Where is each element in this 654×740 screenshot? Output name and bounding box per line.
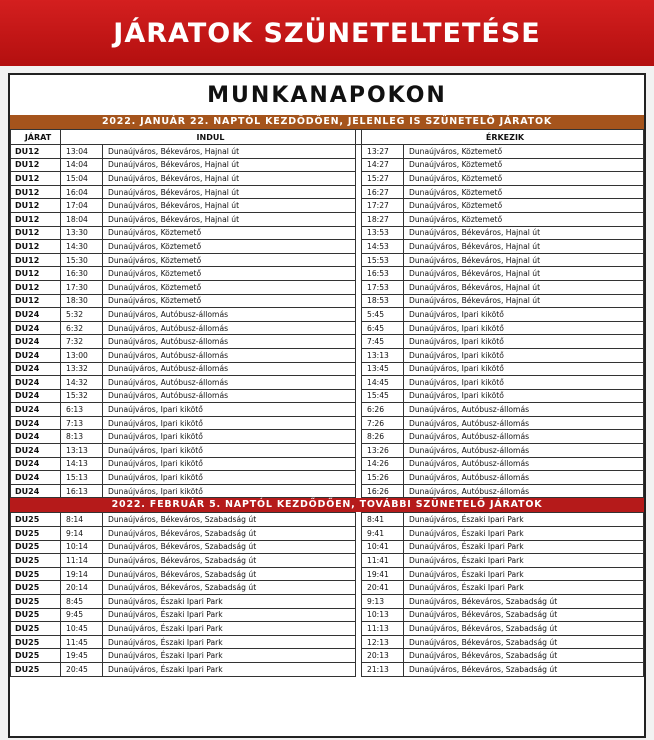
departure-stop-cell: Dunaújváros, Északi Ipari Park	[103, 622, 356, 636]
departure-time-cell: 17:30	[61, 280, 103, 294]
arrival-stop-cell: Dunaújváros, Északi Ipari Park	[404, 513, 644, 527]
departure-stop-cell: Dunaújváros, Autóbusz-állomás	[103, 308, 356, 322]
table-row	[11, 416, 644, 430]
route-cell: DU24	[11, 416, 61, 430]
arrival-stop-cell: Dunaújváros, Békeváros, Hajnal út	[404, 253, 644, 267]
arrival-stop-cell: Dunaújváros, Békeváros, Szabadság út	[404, 635, 644, 649]
table-row	[11, 513, 644, 527]
arrival-stop-cell: Dunaújváros, Békeváros, Hajnal út	[404, 240, 644, 254]
departure-time-cell: 13:04	[61, 145, 103, 159]
arrival-stop-cell: Dunaújváros, Ipari kikötő	[404, 389, 644, 403]
table-row	[11, 635, 644, 649]
arrival-stop-cell: Dunaújváros, Autóbusz-állomás	[404, 444, 644, 458]
arrival-time-cell: 11:13	[362, 622, 404, 636]
arrival-time-cell: 13:45	[362, 362, 404, 376]
table-row	[11, 581, 644, 595]
departure-stop-cell: Dunaújváros, Békeváros, Hajnal út	[103, 199, 356, 213]
route-cell: DU24	[11, 348, 61, 362]
table-row	[11, 403, 644, 417]
column-header-arrives: ÉRKEZIK	[362, 130, 644, 145]
route-cell: DU24	[11, 321, 61, 335]
table-row	[11, 240, 644, 254]
arrival-stop-cell: Dunaújváros, Északi Ipari Park	[404, 581, 644, 595]
arrival-time-cell: 21:13	[362, 662, 404, 676]
arrival-time-cell: 7:45	[362, 335, 404, 349]
schedule-table-1	[10, 129, 644, 498]
arrival-time-cell: 16:27	[362, 185, 404, 199]
arrival-stop-cell: Dunaújváros, Békeváros, Szabadság út	[404, 622, 644, 636]
arrival-stop-cell: Dunaújváros, Köztemető	[404, 158, 644, 172]
departure-stop-cell: Dunaújváros, Köztemető	[103, 226, 356, 240]
arrival-time-cell: 13:13	[362, 348, 404, 362]
departure-stop-cell: Dunaújváros, Köztemető	[103, 267, 356, 281]
arrival-stop-cell: Dunaújváros, Köztemető	[404, 145, 644, 159]
route-cell: DU24	[11, 335, 61, 349]
route-cell: DU25	[11, 649, 61, 663]
table-row	[11, 267, 644, 281]
route-cell: DU25	[11, 554, 61, 568]
route-cell: DU12	[11, 253, 61, 267]
arrival-stop-cell: Dunaújváros, Autóbusz-állomás	[404, 430, 644, 444]
table-row	[11, 199, 644, 213]
arrival-stop-cell: Dunaújváros, Békeváros, Szabadság út	[404, 595, 644, 609]
table-row	[11, 554, 644, 568]
departure-time-cell: 18:30	[61, 294, 103, 308]
table-row	[11, 321, 644, 335]
route-cell: DU12	[11, 226, 61, 240]
arrival-stop-cell: Dunaújváros, Ipari kikötő	[404, 362, 644, 376]
route-cell: DU12	[11, 185, 61, 199]
table-row	[11, 294, 644, 308]
departure-stop-cell: Dunaújváros, Ipari kikötő	[103, 471, 356, 485]
departure-stop-cell: Dunaújváros, Autóbusz-állomás	[103, 362, 356, 376]
arrival-time-cell: 6:26	[362, 403, 404, 417]
schedule-rows-1	[11, 145, 644, 498]
arrival-time-cell: 9:13	[362, 595, 404, 609]
arrival-time-cell: 16:26	[362, 484, 404, 498]
arrival-time-cell: 13:53	[362, 226, 404, 240]
departure-time-cell: 8:13	[61, 430, 103, 444]
departure-time-cell: 13:13	[61, 444, 103, 458]
departure-time-cell: 8:14	[61, 513, 103, 527]
arrival-time-cell: 15:53	[362, 253, 404, 267]
page-banner	[0, 0, 654, 66]
column-header-departs: INDUL	[61, 130, 356, 145]
arrival-stop-cell: Dunaújváros, Békeváros, Szabadság út	[404, 662, 644, 676]
departure-time-cell: 11:45	[61, 635, 103, 649]
route-cell: DU24	[11, 403, 61, 417]
arrival-stop-cell: Dunaújváros, Autóbusz-állomás	[404, 416, 644, 430]
arrival-stop-cell: Dunaújváros, Békeváros, Hajnal út	[404, 226, 644, 240]
page-title: JÁRATOK SZÜNETELTETÉSE	[113, 17, 541, 49]
arrival-time-cell: 18:27	[362, 212, 404, 226]
departure-time-cell: 15:04	[61, 172, 103, 186]
table-row	[11, 280, 644, 294]
departure-time-cell: 19:45	[61, 649, 103, 663]
route-cell: DU12	[11, 145, 61, 159]
table-row	[11, 622, 644, 636]
departure-time-cell: 18:04	[61, 212, 103, 226]
departure-time-cell: 16:04	[61, 185, 103, 199]
arrival-stop-cell: Dunaújváros, Békeváros, Hajnal út	[404, 267, 644, 281]
table-row	[11, 457, 644, 471]
departure-stop-cell: Dunaújváros, Köztemető	[103, 253, 356, 267]
arrival-stop-cell: Dunaújváros, Ipari kikötő	[404, 335, 644, 349]
route-cell: DU25	[11, 595, 61, 609]
route-cell: DU12	[11, 212, 61, 226]
table-row	[11, 212, 644, 226]
arrival-time-cell: 13:26	[362, 444, 404, 458]
arrival-stop-cell: Dunaújváros, Autóbusz-állomás	[404, 403, 644, 417]
route-cell: DU12	[11, 158, 61, 172]
route-cell: DU12	[11, 267, 61, 281]
arrival-time-cell: 5:45	[362, 308, 404, 322]
table-row	[11, 253, 644, 267]
departure-time-cell: 14:30	[61, 240, 103, 254]
route-cell: DU25	[11, 608, 61, 622]
departure-time-cell: 17:04	[61, 199, 103, 213]
arrival-time-cell: 14:53	[362, 240, 404, 254]
route-cell: DU24	[11, 484, 61, 498]
departure-stop-cell: Dunaújváros, Békeváros, Hajnal út	[103, 158, 356, 172]
departure-time-cell: 19:14	[61, 567, 103, 581]
departure-stop-cell: Dunaújváros, Békeváros, Szabadság út	[103, 540, 356, 554]
arrival-stop-cell: Dunaújváros, Köztemető	[404, 212, 644, 226]
arrival-stop-cell: Dunaújváros, Autóbusz-állomás	[404, 471, 644, 485]
departure-stop-cell: Dunaújváros, Köztemető	[103, 280, 356, 294]
arrival-time-cell: 14:45	[362, 376, 404, 390]
route-cell: DU12	[11, 172, 61, 186]
column-header-route: JÁRAT	[11, 130, 61, 145]
departure-time-cell: 9:45	[61, 608, 103, 622]
route-cell: DU24	[11, 308, 61, 322]
arrival-stop-cell: Dunaújváros, Békeváros, Hajnal út	[404, 294, 644, 308]
arrival-time-cell: 16:53	[362, 267, 404, 281]
departure-time-cell: 14:32	[61, 376, 103, 390]
departure-time-cell: 8:45	[61, 595, 103, 609]
arrival-time-cell: 19:41	[362, 567, 404, 581]
departure-time-cell: 11:14	[61, 554, 103, 568]
route-cell: DU25	[11, 635, 61, 649]
departure-time-cell: 13:00	[61, 348, 103, 362]
departure-time-cell: 15:13	[61, 471, 103, 485]
arrival-stop-cell: Dunaújváros, Ipari kikötő	[404, 376, 644, 390]
route-cell: DU25	[11, 540, 61, 554]
section-2-heading: 2022. FEBRUÁR 5. NAPTÓL KEZDŐDŐEN, TOVÁBBI SZÜNETELŐ JÁRATOK	[10, 498, 644, 512]
departure-stop-cell: Dunaújváros, Békeváros, Szabadság út	[103, 527, 356, 541]
arrival-time-cell: 15:27	[362, 172, 404, 186]
route-cell: DU25	[11, 662, 61, 676]
arrival-time-cell: 15:26	[362, 471, 404, 485]
departure-time-cell: 5:32	[61, 308, 103, 322]
route-cell: DU25	[11, 513, 61, 527]
table-row	[11, 158, 644, 172]
departure-stop-cell: Dunaújváros, Északi Ipari Park	[103, 635, 356, 649]
departure-stop-cell: Dunaújváros, Északi Ipari Park	[103, 595, 356, 609]
arrival-time-cell: 14:27	[362, 158, 404, 172]
table-row	[11, 471, 644, 485]
departure-time-cell: 9:14	[61, 527, 103, 541]
departure-stop-cell: Dunaújváros, Békeváros, Szabadság út	[103, 554, 356, 568]
departure-stop-cell: Dunaújváros, Ipari kikötő	[103, 430, 356, 444]
arrival-stop-cell: Dunaújváros, Köztemető	[404, 199, 644, 213]
table-row	[11, 185, 644, 199]
arrival-time-cell: 9:41	[362, 527, 404, 541]
table-row	[11, 430, 644, 444]
arrival-stop-cell: Dunaújváros, Köztemető	[404, 172, 644, 186]
route-cell: DU12	[11, 240, 61, 254]
departure-stop-cell: Dunaújváros, Békeváros, Hajnal út	[103, 145, 356, 159]
departure-stop-cell: Dunaújváros, Északi Ipari Park	[103, 608, 356, 622]
departure-time-cell: 14:04	[61, 158, 103, 172]
departure-stop-cell: Dunaújváros, Ipari kikötő	[103, 416, 356, 430]
route-cell: DU25	[11, 581, 61, 595]
arrival-time-cell: 10:41	[362, 540, 404, 554]
departure-stop-cell: Dunaújváros, Ipari kikötő	[103, 403, 356, 417]
departure-time-cell: 10:45	[61, 622, 103, 636]
arrival-time-cell: 7:26	[362, 416, 404, 430]
table-row	[11, 389, 644, 403]
table-row	[11, 527, 644, 541]
arrival-stop-cell: Dunaújváros, Békeváros, Hajnal út	[404, 280, 644, 294]
table-row	[11, 145, 644, 159]
departure-stop-cell: Dunaújváros, Autóbusz-állomás	[103, 321, 356, 335]
departure-stop-cell: Dunaújváros, Északi Ipari Park	[103, 662, 356, 676]
departure-time-cell: 6:13	[61, 403, 103, 417]
route-cell: DU24	[11, 389, 61, 403]
table-row	[11, 567, 644, 581]
route-cell: DU25	[11, 567, 61, 581]
route-cell: DU24	[11, 430, 61, 444]
arrival-time-cell: 10:13	[362, 608, 404, 622]
arrival-stop-cell: Dunaújváros, Köztemető	[404, 185, 644, 199]
departure-stop-cell: Dunaújváros, Autóbusz-állomás	[103, 335, 356, 349]
route-cell: DU12	[11, 294, 61, 308]
table-row	[11, 608, 644, 622]
arrival-stop-cell: Dunaújváros, Ipari kikötő	[404, 321, 644, 335]
table-row	[11, 595, 644, 609]
departure-stop-cell: Dunaújváros, Békeváros, Szabadság út	[103, 581, 356, 595]
arrival-time-cell: 8:26	[362, 430, 404, 444]
table-row	[11, 308, 644, 322]
table-row	[11, 444, 644, 458]
departure-stop-cell: Dunaújváros, Békeváros, Hajnal út	[103, 185, 356, 199]
departure-stop-cell: Dunaújváros, Északi Ipari Park	[103, 649, 356, 663]
arrival-stop-cell: Dunaújváros, Ipari kikötő	[404, 308, 644, 322]
arrival-time-cell: 11:41	[362, 554, 404, 568]
panel-subtitle: MUNKANAPOKON	[207, 82, 447, 108]
arrival-stop-cell: Dunaújváros, Autóbusz-állomás	[404, 457, 644, 471]
route-cell: DU24	[11, 471, 61, 485]
departure-stop-cell: Dunaújváros, Békeváros, Szabadság út	[103, 513, 356, 527]
departure-stop-cell: Dunaújváros, Békeváros, Szabadság út	[103, 567, 356, 581]
route-cell: DU12	[11, 199, 61, 213]
departure-time-cell: 10:14	[61, 540, 103, 554]
arrival-time-cell: 20:41	[362, 581, 404, 595]
route-cell: DU25	[11, 527, 61, 541]
route-cell: DU24	[11, 376, 61, 390]
arrival-time-cell: 8:41	[362, 513, 404, 527]
arrival-time-cell: 13:27	[362, 145, 404, 159]
table-row	[11, 362, 644, 376]
table-row	[11, 662, 644, 676]
arrival-stop-cell: Dunaújváros, Autóbusz-állomás	[404, 484, 644, 498]
arrival-time-cell: 18:53	[362, 294, 404, 308]
departure-stop-cell: Dunaújváros, Köztemető	[103, 240, 356, 254]
arrival-stop-cell: Dunaújváros, Északi Ipari Park	[404, 527, 644, 541]
arrival-stop-cell: Dunaújváros, Északi Ipari Park	[404, 567, 644, 581]
section-1-heading: 2022. JANUÁR 22. NAPTÓL KEZDŐDŐEN, JELENLEG IS SZÜNETELŐ JÁRATOK	[10, 115, 644, 129]
departure-time-cell: 15:32	[61, 389, 103, 403]
arrival-stop-cell: Dunaújváros, Békeváros, Szabadság út	[404, 608, 644, 622]
route-cell: DU25	[11, 622, 61, 636]
departure-time-cell: 7:32	[61, 335, 103, 349]
departure-time-cell: 14:13	[61, 457, 103, 471]
table-row	[11, 376, 644, 390]
departure-stop-cell: Dunaújváros, Autóbusz-állomás	[103, 376, 356, 390]
departure-time-cell: 20:14	[61, 581, 103, 595]
arrival-stop-cell: Dunaújváros, Békeváros, Szabadság út	[404, 649, 644, 663]
departure-time-cell: 16:13	[61, 484, 103, 498]
schedule-table-2	[10, 512, 644, 676]
schedule-panel	[8, 73, 646, 738]
departure-time-cell: 13:30	[61, 226, 103, 240]
departure-stop-cell: Dunaújváros, Ipari kikötő	[103, 444, 356, 458]
departure-time-cell: 15:30	[61, 253, 103, 267]
departure-time-cell: 7:13	[61, 416, 103, 430]
table-row	[11, 226, 644, 240]
table-row	[11, 484, 644, 498]
table-row	[11, 172, 644, 186]
departure-stop-cell: Dunaújváros, Autóbusz-állomás	[103, 389, 356, 403]
table-header-row	[11, 130, 644, 145]
schedule-rows-2	[11, 513, 644, 676]
table-row	[11, 649, 644, 663]
arrival-time-cell: 17:53	[362, 280, 404, 294]
arrival-time-cell: 12:13	[362, 635, 404, 649]
route-cell: DU24	[11, 362, 61, 376]
arrival-stop-cell: Dunaújváros, Északi Ipari Park	[404, 540, 644, 554]
departure-stop-cell: Dunaújváros, Békeváros, Hajnal út	[103, 212, 356, 226]
departure-time-cell: 6:32	[61, 321, 103, 335]
departure-stop-cell: Dunaújváros, Autóbusz-állomás	[103, 348, 356, 362]
arrival-time-cell: 14:26	[362, 457, 404, 471]
departure-time-cell: 20:45	[61, 662, 103, 676]
departure-time-cell: 13:32	[61, 362, 103, 376]
route-cell: DU24	[11, 457, 61, 471]
departure-stop-cell: Dunaújváros, Békeváros, Hajnal út	[103, 172, 356, 186]
arrival-stop-cell: Dunaújváros, Ipari kikötő	[404, 348, 644, 362]
arrival-time-cell: 6:45	[362, 321, 404, 335]
arrival-time-cell: 15:45	[362, 389, 404, 403]
route-cell: DU12	[11, 280, 61, 294]
arrival-stop-cell: Dunaújváros, Északi Ipari Park	[404, 554, 644, 568]
route-cell: DU24	[11, 444, 61, 458]
departure-stop-cell: Dunaújváros, Köztemető	[103, 294, 356, 308]
arrival-time-cell: 20:13	[362, 649, 404, 663]
departure-time-cell: 16:30	[61, 267, 103, 281]
table-row	[11, 335, 644, 349]
departure-stop-cell: Dunaújváros, Ipari kikötő	[103, 457, 356, 471]
arrival-time-cell: 17:27	[362, 199, 404, 213]
table-row	[11, 348, 644, 362]
table-row	[11, 540, 644, 554]
departure-stop-cell: Dunaújváros, Ipari kikötő	[103, 484, 356, 498]
